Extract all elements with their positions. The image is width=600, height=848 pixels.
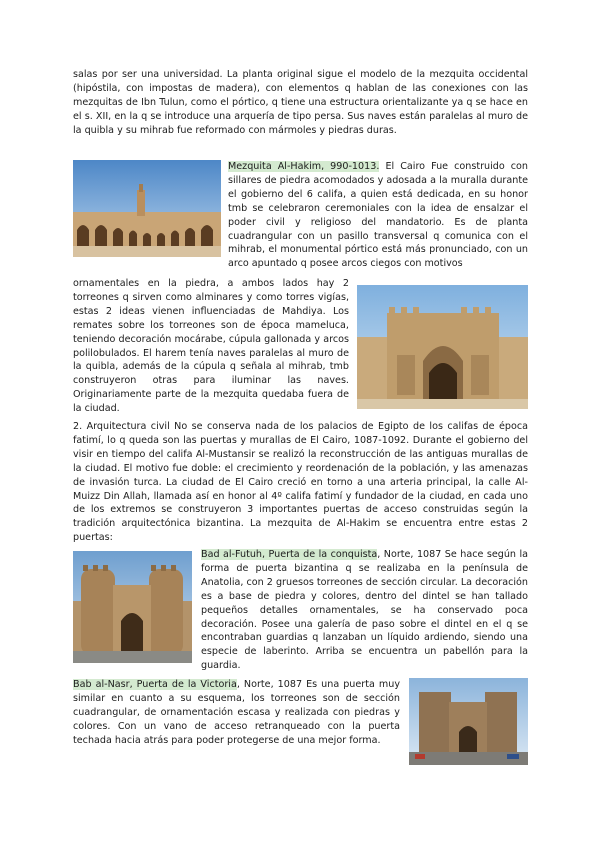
al-hakim-heading: Mezquita Al-Hakim, 990-1013.	[228, 161, 380, 172]
bab-al-nasr-paragraph	[73, 678, 400, 748]
bab-al-nasr-text: , Norte, 1087 Es una puerta muy similar en cuanto a su esquema, los torreones son de sección cuadrangular, de ornamentación escasa y realizada con piedras y colores. Con un vano de acceso retranqueado con la puerta techada hacia atrás para poder protegerse de una mejor forma.	[73, 679, 400, 746]
intro-paragraph: salas por ser una universidad. La planta original sigue el modelo de la mezquita occidental (hipóstila, con impostas de madera), con elementos q hablan de las conexiones con las mezquitas de Ibn Tulun, como el pórtico, q tiene una estructura orientalizante ya q se hace en el s. XII, en la q se introduce una arquería de tipo persa. Sus naves están paralelas al muro de la quibla y su mihrab fue reformado con mármoles y piedras duras.	[73, 69, 528, 136]
bab-al-nasr-heading: Bab al-Nasr, Puerta de la Victoria	[73, 679, 237, 690]
bab-al-futuh-text: , Norte, 1087 Se hace según la forma de puerta bizantina q se realizaba en la península de Anatolia, con 2 gruesos torreones de sección circular. La decoración es a base de piedra y colores, dentro del dintel se han tallado pequeños detalles ornamentales, se ha conservado poca decoración. Posee una galería de paso sobre el dintel en el q se encontraban guardias q lanzaban un líquido ardiendo, siendo una especie de laberinto. Arriba se encuentra un pabellón para la guardia.	[201, 549, 528, 672]
bab-al-futuh-heading: Bad al-Futuh, Puerta de la conquista	[201, 549, 378, 560]
al-hakim-paragraph-top	[228, 160, 528, 271]
bab-al-futuh-paragraph	[201, 548, 528, 673]
al-hakim-portal-photo	[357, 285, 528, 409]
bab-al-nasr-photo	[409, 678, 528, 765]
al-hakim-courtyard-photo	[73, 160, 221, 257]
bab-al-futuh-photo	[73, 551, 192, 663]
civil-architecture-paragraph: 2. Arquitectura civil No se conserva nada de los palacios de Egipto de los califas de época fatimí, lo q queda son las puertas y murallas de El Cairo, 1087-1092. Durante el gobierno del visir en tiempo del califa Al-Mustansir se realizó la reconstrucción de las antiguas murallas de la ciudad. El motivo fue doble: el crecimiento y reordenación de la población, y las amenazas de invasión turca. La ciudad de El Cairo creció en torno a una arteria principal, la calle Al-Muizz Din Allah, llamada así en honor al 4º califa fatimí y fundador de la ciudad, en cada uno de los extremos se construyeron 3 importantes puertas de acceso construidas según la tradición arquitectónica bizantina. La mezquita de Al-Hakim se encuentra entre estas 2 puertas:	[73, 421, 528, 544]
al-hakim-paragraph-bottom: ornamentales en la piedra, a ambos lados hay 2 torreones q sirven como alminares y como torres vigías, estas 2 ideas vienen influenciadas de Mahdiya. Los remates sobre los torreones son de época mameluca, teniendo decoración mocárabe, cúpula gallonada y arcos polilobulados. El harem tenía naves paralelas al muro de la quibla, además de la cúpula q señala al mihrab, tmb construyeron otras para iluminar las naves. Originariamente parte de la mezquita quedaba fuera de la ciudad.	[73, 278, 349, 415]
al-hakim-text-top: El Cairo Fue construido con sillares de piedra acomodados y adosada a la muralla durante el gobierno del 6 califa, a quien está dedicada, en su honor tmb se celebraron ceremoniales con la idea de ensalzar el poder civil y religioso del mandatorio. Es de planta cuadrangular con un pasillo transversal q comunica con el mihrab, el monumental pórtico está más pronunciado, con un arco apuntado q posee arcos ciegos con motivos	[228, 161, 528, 270]
